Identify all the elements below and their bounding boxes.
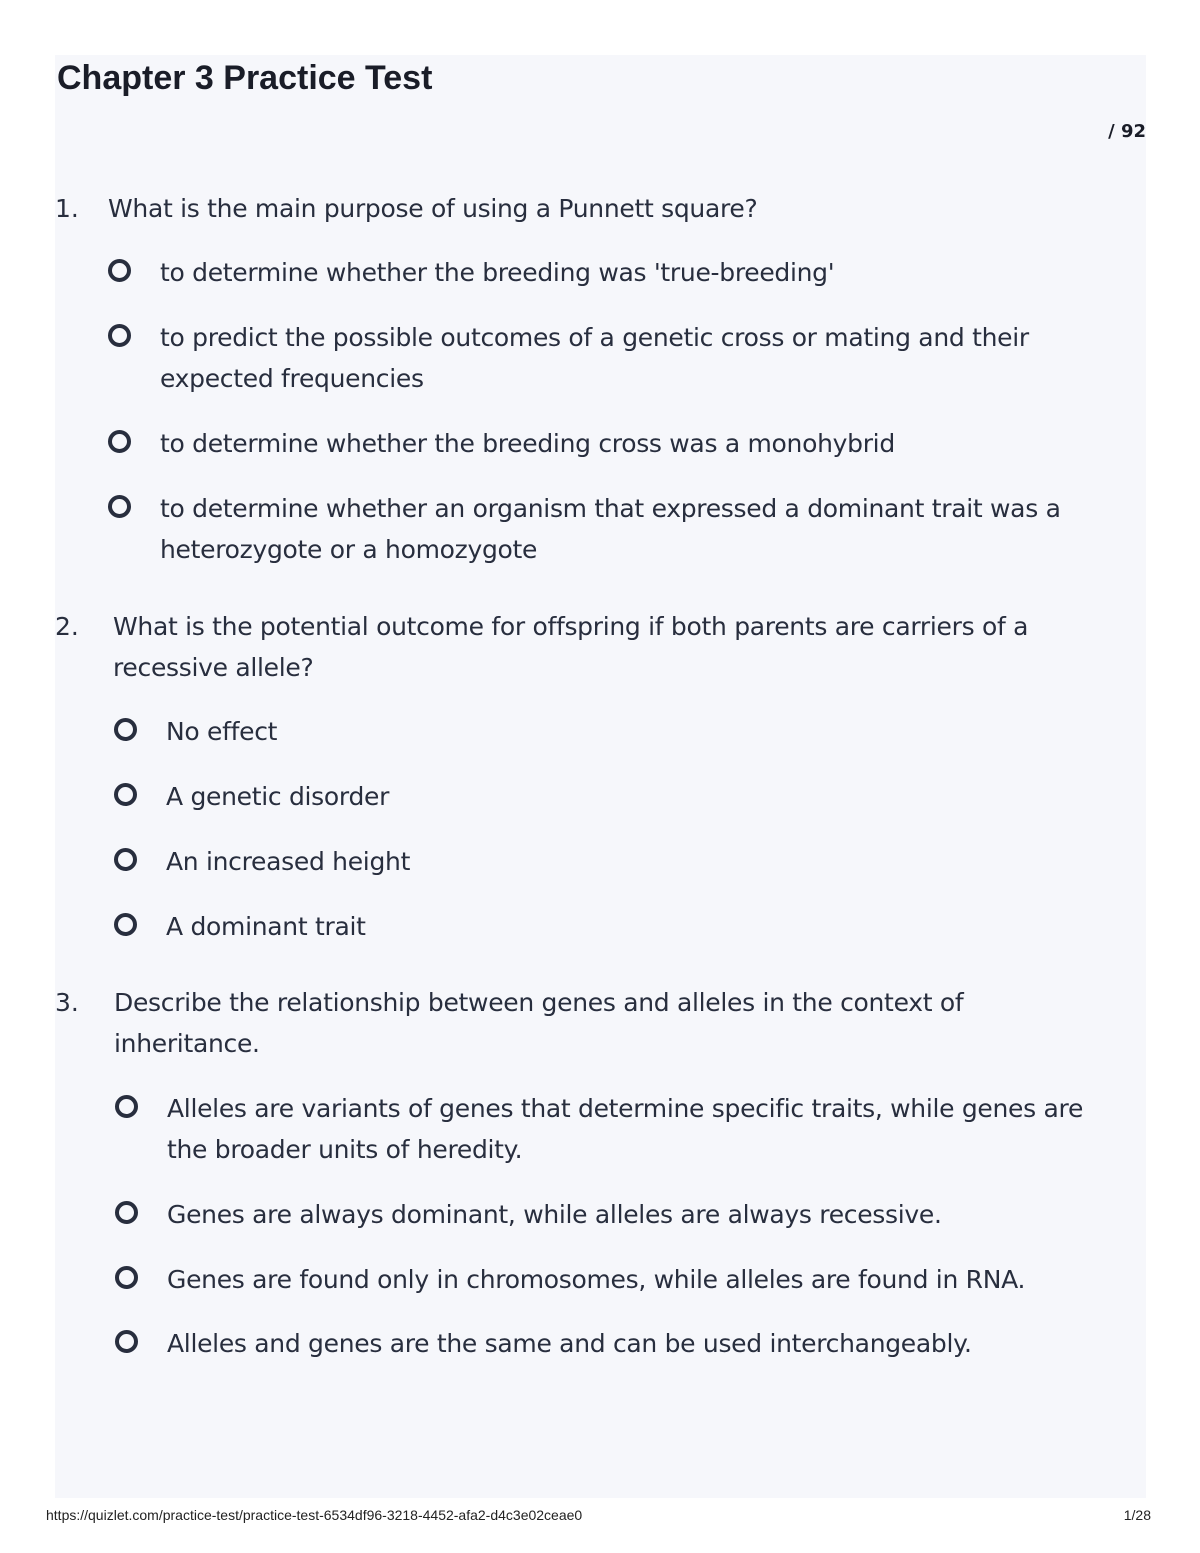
answer-option-label: to determine whether the breeding was 'true-breeding' [160,258,835,287]
answer-option-label: A dominant trait [166,912,366,941]
footer-url: https://quizlet.com/practice-test/practice-test-6534df96-3218-4452-afa2-d4c3e02ceae0 [46,1507,583,1523]
question-text: Describe the relationship between genes and alleles in the context of inheritance. [114,988,964,1058]
answer-option-label: Genes are always dominant, while alleles are always recessive. [167,1200,942,1229]
question-text: What is the potential outcome for offspring if both parents are carriers of a recessive allele? [113,612,1029,682]
question-number: 3. [55,988,79,1017]
radio-button-icon[interactable] [115,1266,138,1289]
radio-button-icon[interactable] [115,1201,138,1224]
page-title: Chapter 3 Practice Test [57,59,433,97]
answer-option-label: Alleles and genes are the same and can be used interchangeably. [167,1329,972,1358]
radio-button-icon[interactable] [108,259,131,282]
radio-button-icon[interactable] [115,1330,138,1353]
question-text: What is the main purpose of using a Punnett square? [108,194,758,223]
answer-option-label: No effect [166,717,278,746]
radio-button-icon[interactable] [108,324,131,347]
radio-button-icon[interactable] [114,913,137,936]
answer-option-label: A genetic disorder [166,782,390,811]
radio-button-icon[interactable] [114,848,137,871]
radio-button-icon[interactable] [114,718,137,741]
radio-button-icon[interactable] [115,1095,138,1118]
answer-option-label: An increased height [166,847,411,876]
radio-button-icon[interactable] [108,430,131,453]
score-total: / 92 [1108,121,1146,142]
answer-option-label: Genes are found only in chromosomes, while alleles are found in RNA. [167,1265,1026,1294]
question-number: 2. [55,612,79,641]
answer-option-label: to determine whether the breeding cross was a monohybrid [160,429,895,458]
answer-option-label: Alleles are variants of genes that determine specific traits, while genes are the broader units of heredity. [167,1094,1084,1164]
test-panel [55,55,1146,1498]
answer-option-label: to predict the possible outcomes of a genetic cross or mating and their expected frequencies [160,323,1029,393]
radio-button-icon[interactable] [114,783,137,806]
question-number: 1. [55,194,79,223]
page-number: 1/28 [1123,1507,1151,1523]
answer-option-label: to determine whether an organism that expressed a dominant trait was a heterozygote or a homozygote [160,494,1061,564]
radio-button-icon[interactable] [108,495,131,518]
